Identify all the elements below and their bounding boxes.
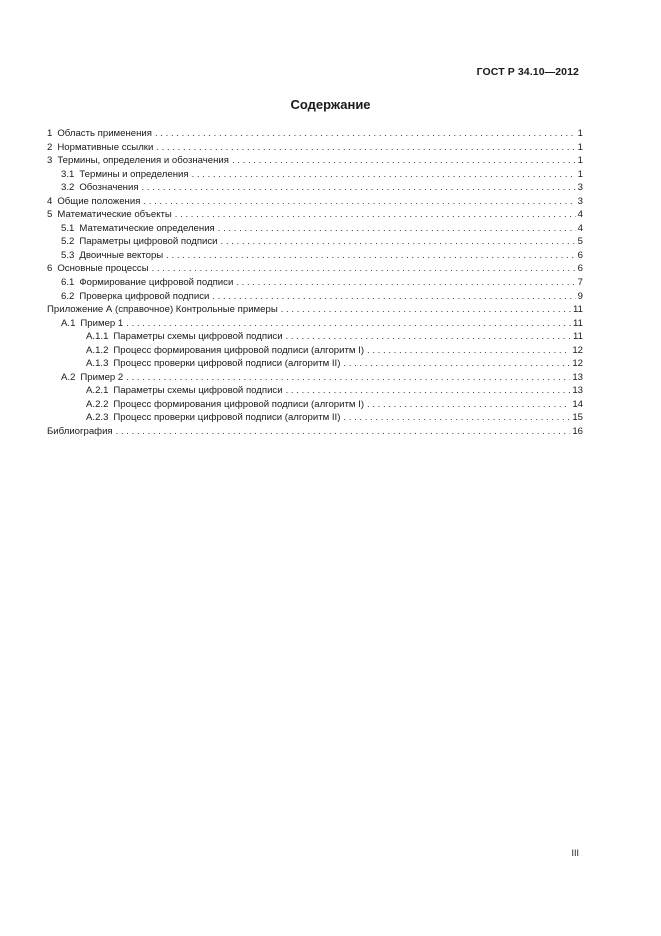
toc-entry[interactable] [47,195,583,209]
document-id-header: ГОСТ Р 34.10—2012 [476,66,579,78]
toc-entry-page: 3 [577,182,583,194]
toc-entry-label [61,276,233,290]
toc-entry-number: 3.2 [61,182,75,194]
toc-entry[interactable] [47,330,583,344]
toc-entry-number: 5 [47,209,53,221]
toc-entry[interactable] [47,398,583,412]
toc-entry-page: 11 [573,317,583,329]
toc-entry-text: Пример 2 [80,371,124,383]
toc-entry[interactable] [47,344,583,358]
toc-entry[interactable] [47,371,583,385]
toc-entry-number: 2 [47,141,53,153]
toc-entry-page: 4 [577,222,583,234]
toc-entry-text: Математические объекты [57,209,172,221]
toc-entry-page: 6 [577,263,583,275]
toc-entry[interactable] [47,154,583,168]
toc-entry-label [61,168,189,182]
toc-entry-number: А.2.2 [86,398,109,410]
toc-entry-text: Термины, определения и обозначения [57,155,229,167]
toc-entry-text: Приложение А (справочное) Контрольные примеры [47,304,278,316]
toc-entry-label [86,411,340,425]
toc-entry[interactable] [47,411,583,425]
toc-dot-leader [156,141,575,155]
toc-entry-number: А.2.1 [86,385,109,397]
toc-dot-leader [343,357,570,371]
toc-entry-text: Процесс проверки цифровой подписи (алгоритм II) [113,358,341,370]
toc-entry[interactable] [47,357,583,371]
toc-dot-leader [175,208,576,222]
toc-entry-number: А.2.3 [86,412,109,424]
toc-entry-number: 5.2 [61,236,75,248]
toc-dot-leader [142,181,576,195]
table-of-contents [47,127,583,439]
toc-entry-label [47,127,152,141]
toc-entry-text: Нормативные ссылки [57,141,154,153]
toc-dot-leader [116,425,571,439]
toc-entry-number: 3.1 [61,168,75,180]
toc-entry[interactable] [47,127,583,141]
toc-entry-text: Термины и определения [79,168,189,180]
toc-entry[interactable] [47,249,583,263]
toc-entry-label [61,249,163,263]
toc-entry[interactable] [47,208,583,222]
toc-entry-page: 7 [577,277,583,289]
toc-entry[interactable] [47,384,583,398]
toc-dot-leader [343,411,570,425]
toc-dot-leader [367,398,570,412]
toc-entry-page: 13 [572,385,583,397]
toc-entry-label [47,195,140,209]
toc-entry-number: 5.3 [61,249,75,261]
toc-dot-leader [192,168,576,182]
toc-entry-text: Общие положения [57,195,141,207]
toc-dot-leader [143,195,575,209]
toc-entry[interactable] [47,425,583,439]
toc-entry-page: 1 [577,168,583,180]
toc-dot-leader [126,371,570,385]
toc-dot-leader [152,262,576,276]
toc-entry-label [47,154,229,168]
toc-entry-page: 6 [577,249,583,261]
toc-entry-text: Параметры схемы цифровой подписи [113,331,283,343]
toc-entry-text: Двоичные векторы [79,249,164,261]
toc-entry-label [47,425,113,439]
toc-entry-text: Параметры схемы цифровой подписи [113,385,283,397]
page-number: III [571,848,579,858]
toc-entry-label [47,262,149,276]
toc-entry-label [47,141,153,155]
toc-entry[interactable] [47,222,583,236]
toc-dot-leader [367,344,570,358]
toc-entry-page: 4 [577,209,583,221]
toc-dot-leader [221,235,576,249]
toc-entry-page: 1 [577,141,583,153]
toc-entry-number: А.1.3 [86,358,109,370]
toc-entry-text: Процесс формирования цифровой подписи (алгоритм I) [113,398,365,410]
toc-entry-label [47,208,172,222]
toc-entry-label [86,330,283,344]
toc-entry-text: Проверка цифровой подписи [79,290,210,302]
toc-dot-leader [218,222,576,236]
toc-entry[interactable] [47,317,583,331]
toc-entry[interactable] [47,303,583,317]
toc-entry[interactable] [47,181,583,195]
toc-entry-label [61,290,209,304]
toc-entry[interactable] [47,168,583,182]
toc-dot-leader [166,249,575,263]
toc-entry-number: 3 [47,155,53,167]
toc-entry-label [86,384,283,398]
toc-entry[interactable] [47,290,583,304]
toc-entry-page: 11 [573,304,583,316]
toc-title: Содержание [290,97,371,112]
toc-entry-page: 12 [572,358,583,370]
toc-entry-label [61,371,123,385]
toc-entry-number: 6.1 [61,277,75,289]
toc-dot-leader [155,127,576,141]
toc-entry-page: 16 [572,426,583,438]
toc-entry-label [61,222,215,236]
toc-entry-page: 1 [577,128,583,139]
toc-entry-number: 5.1 [61,222,75,234]
toc-entry-label [47,303,278,317]
toc-entry-page: 3 [577,195,583,207]
toc-entry-text: Обозначения [79,182,139,194]
toc-entry-number: 4 [47,195,53,207]
toc-entry-number: 6.2 [61,290,75,302]
toc-entry-number: 1 [47,128,53,139]
toc-entry-page: 15 [572,412,583,424]
toc-entry-page: 11 [573,331,583,343]
toc-entry-text: Формирование цифровой подписи [79,277,234,289]
toc-entry-number: А.1.1 [86,331,109,343]
toc-dot-leader [212,290,575,304]
toc-entry-text: Основные процессы [57,263,149,275]
toc-entry-text: Пример 1 [80,317,124,329]
toc-dot-leader [232,154,576,168]
toc-entry-page: 9 [577,290,583,302]
toc-entry-page: 1 [577,155,583,167]
toc-entry-text: Процесс проверки цифровой подписи (алгоритм II) [113,412,341,424]
toc-entry-number: А.1.2 [86,344,109,356]
toc-entry-text: Математические определения [79,222,215,234]
toc-entry-label [61,181,139,195]
toc-entry-text: Процесс формирования цифровой подписи (алгоритм I) [113,344,365,356]
toc-entry-number: А.2 [61,371,76,383]
toc-entry-label [61,235,218,249]
toc-dot-leader [286,384,571,398]
toc-entry[interactable] [47,141,583,155]
toc-entry-page: 13 [572,371,583,383]
toc-entry-number: 6 [47,263,53,275]
toc-entry[interactable] [47,262,583,276]
toc-dot-leader [281,303,571,317]
toc-entry-page: 12 [572,344,583,356]
toc-entry-text: Область применения [57,128,152,139]
toc-dot-leader [286,330,571,344]
toc-entry-label [86,344,364,358]
toc-entry[interactable] [47,235,583,249]
toc-dot-leader [236,276,575,290]
toc-entry-page: 5 [577,236,583,248]
toc-dot-leader [126,317,571,331]
toc-entry-label [86,357,340,371]
toc-entry[interactable] [47,276,583,290]
toc-entry-number: А.1 [61,317,76,329]
toc-entry-page: 14 [572,398,583,410]
toc-entry-text: Библиография [47,426,113,438]
toc-entry-label [61,317,123,331]
toc-entry-label [86,398,364,412]
toc-entry-text: Параметры цифровой подписи [79,236,218,248]
